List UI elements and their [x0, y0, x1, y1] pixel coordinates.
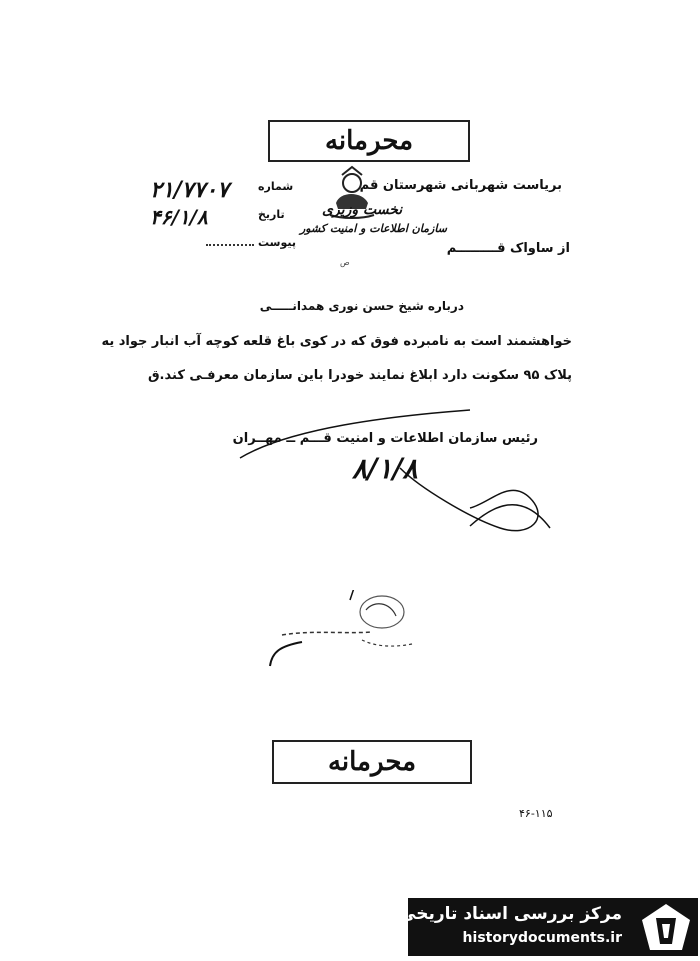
- attachment-dotted-line: [206, 244, 254, 246]
- handwritten-date: ۴۶/۱/۸: [150, 205, 208, 229]
- archive-logo-icon: [638, 900, 694, 954]
- handwritten-number: ۲۱/۷۷۰۷: [150, 177, 229, 203]
- body-line: پلاک ۹۵ سکونت دارد ابلاغ نمایند خودرا باین سازمان معرفـی کند.ق: [147, 368, 572, 383]
- date-label: تاریخ: [258, 208, 285, 221]
- signature-and-seal: [262, 590, 432, 670]
- logo-title: مرکز بررسی اسناد تاریخی: [399, 904, 622, 924]
- signoff-line: رئیس سازمان اطلاعات و امنیت قـــم ــ مهــران: [232, 431, 538, 446]
- confidential-stamp-top: محرمانه: [268, 120, 470, 162]
- recipient-line: بریاست شهربانی شهرستان قم: [359, 178, 562, 193]
- org-handwritten: نخست وزیری: [322, 202, 403, 218]
- sender-line: از ساواک قـــــــــم: [446, 241, 570, 256]
- document-number: ۴۶-۱۱۵: [519, 807, 553, 820]
- org-note: ص: [340, 258, 350, 267]
- subject-line: درباره شیخ حسن نوری همدانـــــی: [259, 299, 464, 313]
- confidential-stamp-bottom: محرمانه: [272, 740, 472, 784]
- logo-url: historydocuments.ir: [462, 930, 622, 946]
- handwritten-initials: ۸/۱/۸: [352, 452, 418, 485]
- org-subtitle: سازمان اطلاعات و امنیت کشور: [300, 222, 447, 235]
- attachment-label: پیوست: [258, 236, 296, 249]
- body-line: خواهشمند است به نامبرده فوق که در کوی باغ قلعه کوچه آب انبار جواد یه: [101, 334, 572, 349]
- number-label: شماره: [258, 180, 294, 193]
